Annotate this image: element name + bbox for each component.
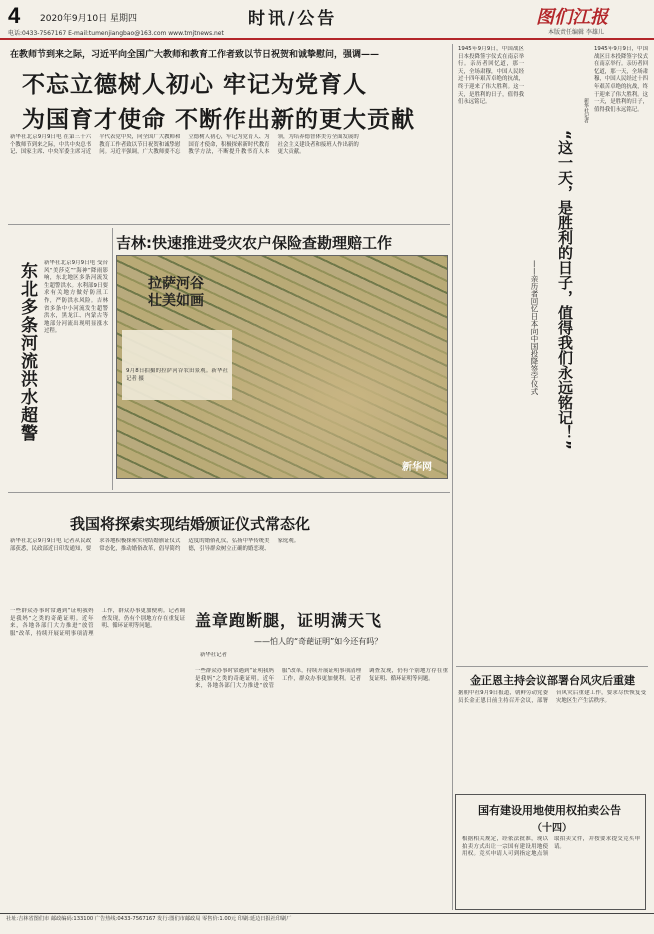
- marriage-headline: 我国将探索实现结婚颁证仪式常态化: [70, 515, 311, 533]
- editor-line: 本版责任编辑 李雄儿: [548, 29, 604, 36]
- notice-body: 根据相关规定，经依法批准，现以拍卖方式出让一宗国有建设用地使用权。竞买申请人可到指定地点领取拍卖文件，并按要求提交竞买申请。: [462, 836, 640, 858]
- northeast-headline: 东北多条河流洪水超警: [17, 262, 37, 442]
- divider: [456, 666, 648, 667]
- northeast-body: 新华社北京9月9日电 受台风“美莎克”“海神”降雨影响，东北地区多条河流发生超警洪水。水利部9日要求有关地方做好防汛工作，严防洪水风险。吉林省多条中小河流发生超警洪水，黑龙江、内蒙古等地部分河流出现明显涨水过程。: [44, 260, 108, 335]
- seal-body-left: 一些群众办事时常遇到“证明我妈是我妈”之类的奇葩证明。近年来，各地各部门大力推进“放管服”改革，持续开展证明事项清理工作，群众办事更加便利。记者调查发现，仍有个别地方存在重复证明、循环证明等问题。: [10, 608, 185, 637]
- seal-byline: 新华社记者: [200, 652, 227, 658]
- footer-info: 社址:吉林省图们市 邮政编码:133100 广告热线:0433-7567167 发行:图们市邮政局 零售价:1.00元 印刷:延边日报社印刷厂: [0, 913, 654, 934]
- contact-line: 电话:0433-7567167 E-mail:tumenjiangbao@163.com www.tmjtnews.net: [8, 30, 224, 37]
- seal-subheadline: ——怕人的“奇葩证明”如今还有吗？: [254, 637, 383, 646]
- divider: [8, 224, 450, 225]
- deployment-headline: 金正恩主持会议部署台风灾后重建: [470, 674, 635, 687]
- marriage-body: 新华社北京9月9日电 记者从民政部获悉，民政部近日印发通知，要求各地积极探索实现结婚颁证仪式常态化，推动婚俗改革，倡导简约适度的婚俗礼仪，弘扬中华传统美德，引导群众树立正确的婚恋观、家庭观。: [10, 538, 300, 552]
- photo-caption: 9月8日拍摄的拉萨河谷农田景观。新华社记者 摄: [126, 368, 228, 382]
- seal-headline: 盖章跑断腿，证明满天飞: [195, 611, 383, 630]
- deployment-body: 据朝中社9月9日报道，朝鲜劳动党委员长金正恩日前主持召开会议，部署台风灾后重建工作，要求尽快恢复受灾地区生产生活秩序。: [458, 690, 646, 704]
- divider: [112, 228, 113, 490]
- lead-headline-1: 不忘立德树人初心 牢记为党育人: [22, 72, 368, 98]
- photo-credit: 新华网: [402, 462, 432, 473]
- right-quote: “这一天，是胜利的日子，值得我们永远铭记！”: [556, 130, 574, 450]
- calligraphy-caption: 拉萨河谷 壮美如画: [148, 276, 204, 309]
- right-byline: 新华社记者: [583, 98, 589, 123]
- paper-logo: 图们江报: [536, 7, 608, 28]
- right-body-2: 1945年9月9日，中国战区日本投降签字仪式在南京举行。亲历者回忆道，那一天，全场肃穆，中国人民经过十四年艰苦卓绝的抗战，终于迎来了伟大胜利。这一天，是胜利的日子，值得我们永远铭记。: [594, 46, 648, 113]
- divider: [452, 44, 453, 910]
- page-number: 4: [8, 3, 21, 28]
- right-body-1: 1945年9月9日，中国战区日本投降签字仪式在南京举行。亲历者回忆道，那一天，全场肃穆，中国人民经过十四年艰苦卓绝的抗战，终于迎来了伟大胜利。这一天，是胜利的日子，值得我们永远铭记。: [458, 46, 524, 106]
- jilin-headline: 吉林:快速推进受灾农户保险查勘理赔工作: [116, 234, 393, 252]
- section-title: 时讯/公告: [248, 9, 338, 29]
- lead-headline-2: 为国育才使命 不断作出新的更大贡献: [22, 107, 416, 133]
- notice-title: 国有建设用地使用权拍卖公告: [478, 804, 621, 817]
- lead-body: 新华社北京9月9日电 在第三十六个教师节到来之际，中共中央总书记、国家主席、中央军委主席习近平代表党中央，向全国广大教师和教育工作者致以节日祝贺和诚挚慰问。习近平强调，广大教师要不忘立德树人初心，牢记为党育人、为国育才使命，积极探索新时代教育教学方法，不断提升教书育人本领，为培养德智体美劳全面发展的社会主义建设者和接班人作出新的更大贡献。: [10, 134, 359, 156]
- notice-number: （十四）: [532, 823, 572, 834]
- divider: [8, 492, 450, 493]
- right-subtitle: ——亲历者回忆日本向中国投降签字仪式: [530, 260, 539, 395]
- lead-kicker: 在教师节到来之际，习近平向全国广大教师和教育工作者致以节日祝贺和诚挚慰问，强调——: [10, 50, 380, 60]
- seal-body: 一些群众办事时常遇到“证明我妈是我妈”之类的奇葩证明。近年来，各地各部门大力推进“放管服”改革，持续开展证明事项清理工作，群众办事更加便利。记者调查发现，仍有个别地方存在重复证明、循环证明等问题。: [195, 668, 448, 690]
- issue-date: 2020年9月10日 星期四: [40, 14, 137, 24]
